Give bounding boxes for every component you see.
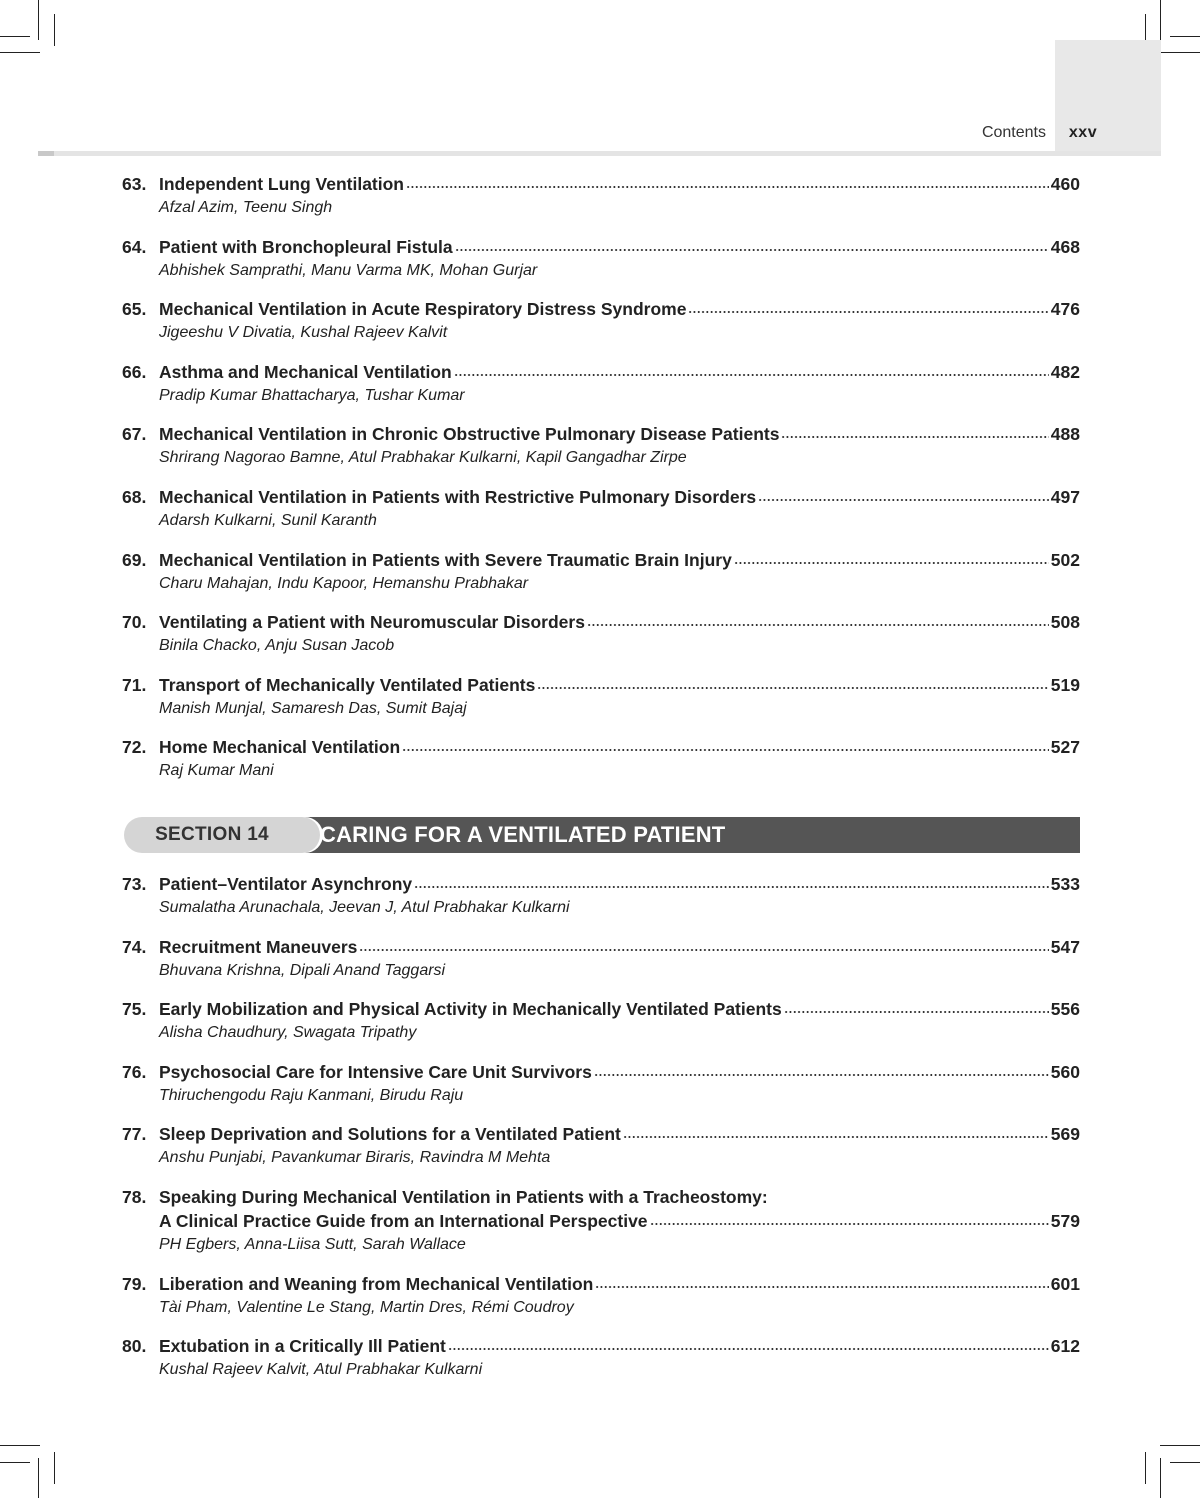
dot-leader <box>587 622 1049 628</box>
toc-entry-line <box>122 1334 1080 1358</box>
dot-leader <box>781 434 1048 440</box>
toc-entry[interactable] <box>122 548 1080 611</box>
toc-entry[interactable] <box>122 997 1080 1060</box>
toc-entry-line <box>122 735 1080 759</box>
chapter-number: 71. <box>122 674 147 695</box>
toc-entry-line <box>122 997 1080 1021</box>
chapter-number: 70. <box>122 612 147 633</box>
crop-mark <box>1170 1462 1200 1463</box>
toc-entry[interactable] <box>122 235 1080 298</box>
chapter-number: 72. <box>122 737 147 758</box>
chapter-title: Asthma and Mechanical Ventilation <box>159 361 452 382</box>
toc-entry-line <box>122 872 1080 896</box>
chapter-title-continued: A Clinical Practice Guide from an International Perspective <box>159 1210 648 1231</box>
chapter-authors: Adarsh Kulkarni, Sunil Karanth <box>159 511 377 529</box>
section-banner <box>124 817 1080 853</box>
chapter-number: 67. <box>122 424 147 445</box>
dot-leader <box>448 1346 1049 1352</box>
chapter-title: Mechanical Ventilation in Patients with Severe Traumatic Brain Injury <box>159 549 732 570</box>
chapter-page-number: 497 <box>1050 486 1080 507</box>
dot-leader <box>734 560 1049 566</box>
toc-entry-line <box>122 673 1080 697</box>
toc-entry-line <box>122 1060 1080 1084</box>
crop-mark <box>38 1458 39 1498</box>
crop-mark <box>0 52 40 53</box>
chapter-page-number: 460 <box>1050 174 1080 194</box>
toc-entry[interactable] <box>122 1122 1080 1185</box>
toc-entry[interactable] <box>122 673 1080 736</box>
chapter-number: 65. <box>122 299 147 320</box>
chapter-page-number: 468 <box>1050 236 1080 257</box>
dot-leader <box>406 184 1049 190</box>
toc-entry-line <box>122 422 1080 446</box>
chapter-title: Transport of Mechanically Ventilated Patients <box>159 674 536 695</box>
crop-mark <box>38 0 39 40</box>
chapter-authors: Abhishek Samprathi, Manu Varma MK, Mohan Gurjar <box>159 261 538 279</box>
chapter-page-number: 612 <box>1050 1336 1080 1357</box>
toc-list <box>122 172 1080 798</box>
toc-entry[interactable] <box>122 872 1080 935</box>
toc-entry-line <box>122 235 1080 259</box>
toc-entry-line <box>122 297 1080 321</box>
chapter-page-number: 579 <box>1050 1210 1080 1231</box>
toc-entry[interactable] <box>122 1272 1080 1335</box>
crop-mark <box>1160 1458 1161 1498</box>
chapter-title: Early Mobilization and Physical Activity in Mechanically Ventilated Patients <box>159 999 782 1020</box>
chapter-page-number: 508 <box>1050 612 1080 633</box>
toc-entry[interactable] <box>122 422 1080 485</box>
crop-mark <box>0 36 30 37</box>
chapter-title: Patient with Bronchopleural Fistula <box>159 236 453 257</box>
chapter-authors: Charu Mahajan, Indu Kapoor, Hemanshu Prabhakar <box>159 574 529 592</box>
chapter-page-number: 569 <box>1050 1124 1080 1145</box>
dot-leader <box>623 1134 1049 1140</box>
dot-leader <box>455 247 1049 253</box>
crop-mark <box>1145 1452 1146 1484</box>
chapter-authors: Afzal Azim, Teenu Singh <box>159 199 333 216</box>
crop-mark <box>0 1462 30 1463</box>
page-number: xxv <box>1068 124 1098 141</box>
header-rule <box>38 151 1161 156</box>
chapter-title: Home Mechanical Ventilation <box>159 737 401 758</box>
toc-entry[interactable] <box>122 172 1080 235</box>
chapter-title: Independent Lung Ventilation <box>159 174 404 194</box>
chapter-number: 79. <box>122 1273 147 1294</box>
chapter-title: Psychosocial Care for Intensive Care Unit Survivors <box>159 1061 592 1082</box>
chapter-page-number: 519 <box>1050 674 1080 695</box>
chapter-title: Ventilating a Patient with Neuromuscular Disorders <box>159 612 585 633</box>
chapter-number: 75. <box>122 999 147 1020</box>
toc-entry[interactable] <box>122 610 1080 673</box>
chapter-page-number: 556 <box>1050 999 1080 1020</box>
crop-mark <box>54 1452 55 1484</box>
chapter-authors: Anshu Punjabi, Pavankumar Biraris, Ravindra M Mehta <box>159 1149 551 1167</box>
chapter-title: Mechanical Ventilation in Acute Respiratory Distress Syndrome <box>159 299 687 320</box>
chapter-title: Sleep Deprivation and Solutions for a Ventilated Patient <box>159 1124 621 1145</box>
chapter-title: Extubation in a Critically Ill Patient <box>159 1336 446 1357</box>
chapter-number: 80. <box>122 1336 147 1357</box>
chapter-number: 63. <box>122 174 147 194</box>
toc-entry[interactable] <box>122 360 1080 423</box>
toc-entry-line <box>122 1272 1080 1296</box>
chapter-title: Liberation and Weaning from Mechanical Ventilation <box>159 1273 594 1294</box>
chapter-title: Mechanical Ventilation in Chronic Obstructive Pulmonary Disease Patients <box>159 424 780 445</box>
chapter-page-number: 601 <box>1050 1273 1080 1294</box>
chapter-page-number: 560 <box>1050 1061 1080 1082</box>
chapter-page-number: 502 <box>1050 549 1080 570</box>
chapter-title: Mechanical Ventilation in Patients with Restrictive Pulmonary Disorders <box>159 486 757 507</box>
chapter-number: 66. <box>122 361 147 382</box>
toc-entry[interactable] <box>122 485 1080 548</box>
section-label: SECTION 14 <box>124 817 300 853</box>
dot-leader <box>454 372 1049 378</box>
section-title: CARING FOR A VENTILATED PATIENT <box>320 822 726 847</box>
chapter-page-number: 476 <box>1050 299 1080 320</box>
chapter-page-number: 488 <box>1050 424 1080 445</box>
toc-entry-line <box>122 485 1080 509</box>
dot-leader <box>537 685 1048 691</box>
crop-mark <box>1170 36 1200 37</box>
chapter-number: 64. <box>122 236 147 257</box>
dot-leader <box>402 747 1049 753</box>
chapter-authors: Jigeeshu V Divatia, Kushal Rajeev Kalvit <box>159 324 448 342</box>
chapter-number: 76. <box>122 1061 147 1082</box>
chapter-page-number: 482 <box>1050 361 1080 382</box>
chapter-page-number: 533 <box>1050 874 1080 894</box>
toc-entry-line <box>122 548 1080 572</box>
chapter-authors: Alisha Chaudhury, Swagata Tripathy <box>159 1024 417 1042</box>
chapter-number: 73. <box>122 874 147 894</box>
toc-entry-line <box>122 1209 1080 1233</box>
running-head: Contents <box>981 124 1046 141</box>
chapter-title: Patient–Ventilator Asynchrony <box>159 874 413 894</box>
toc-entry[interactable] <box>122 297 1080 360</box>
chapter-number: 74. <box>122 936 147 957</box>
chapter-number: 68. <box>122 486 147 507</box>
chapter-authors: Manish Munjal, Samaresh Das, Sumit Bajaj <box>159 699 467 717</box>
chapter-authors: Binila Chacko, Anju Susan Jacob <box>159 637 395 655</box>
toc-entry-line <box>122 360 1080 384</box>
dot-leader <box>594 1072 1049 1078</box>
chapter-authors: Thiruchengodu Raju Kanmani, Birudu Raju <box>159 1086 464 1104</box>
chapter-number: 69. <box>122 549 147 570</box>
chapter-title: Recruitment Maneuvers <box>159 936 358 957</box>
toc-entry-line <box>122 172 1080 196</box>
dot-leader <box>784 1009 1049 1015</box>
crop-mark <box>1160 0 1161 40</box>
chapter-authors: Raj Kumar Mani <box>159 762 274 780</box>
chapter-authors: Kushal Rajeev Kalvit, Atul Prabhakar Kulkarni <box>159 1361 483 1379</box>
dot-leader <box>595 1284 1048 1290</box>
toc-entry-line <box>122 935 1080 959</box>
toc-entry-line <box>122 1185 1080 1209</box>
crop-mark <box>0 1445 40 1446</box>
crop-mark <box>1160 52 1200 53</box>
toc-entry[interactable] <box>122 1334 1080 1397</box>
dot-leader <box>414 884 1049 890</box>
toc-entry[interactable] <box>122 1060 1080 1123</box>
dot-leader <box>688 309 1048 315</box>
dot-leader <box>359 947 1048 953</box>
chapter-authors: Shrirang Nagorao Bamne, Atul Prabhakar Kulkarni, Kapil Gangadhar Zirpe <box>159 449 687 467</box>
chapter-authors: Tài Pham, Valentine Le Stang, Martin Dres, Rémi Coudroy <box>159 1298 574 1316</box>
crop-mark <box>54 14 55 46</box>
crop-mark <box>1160 1445 1200 1446</box>
chapter-title: Speaking During Mechanical Ventilation in Patients with a Tracheostomy: <box>159 1186 768 1207</box>
chapter-authors: Bhuvana Krishna, Dipali Anand Taggarsi <box>159 961 446 979</box>
toc-entry-line <box>122 1122 1080 1146</box>
toc-entry[interactable] <box>122 735 1080 798</box>
toc-entry[interactable] <box>122 1185 1080 1272</box>
dot-leader <box>650 1221 1049 1227</box>
chapter-number: 78. <box>122 1186 147 1207</box>
chapter-authors: Sumalatha Arunachala, Jeevan J, Atul Prabhakar Kulkarni <box>159 899 570 916</box>
toc-list <box>122 872 1080 1397</box>
toc-entry-line <box>122 610 1080 634</box>
chapter-page-number: 547 <box>1050 936 1080 957</box>
chapter-authors: Pradip Kumar Bhattacharya, Tushar Kumar <box>159 386 465 404</box>
chapter-authors: PH Egbers, Anna-Liisa Sutt, Sarah Wallace <box>159 1235 466 1253</box>
chapter-number: 77. <box>122 1124 147 1145</box>
chapter-page-number: 527 <box>1050 737 1080 758</box>
toc-entry[interactable] <box>122 935 1080 998</box>
header-rule-accent <box>38 151 54 156</box>
dot-leader <box>758 497 1049 503</box>
